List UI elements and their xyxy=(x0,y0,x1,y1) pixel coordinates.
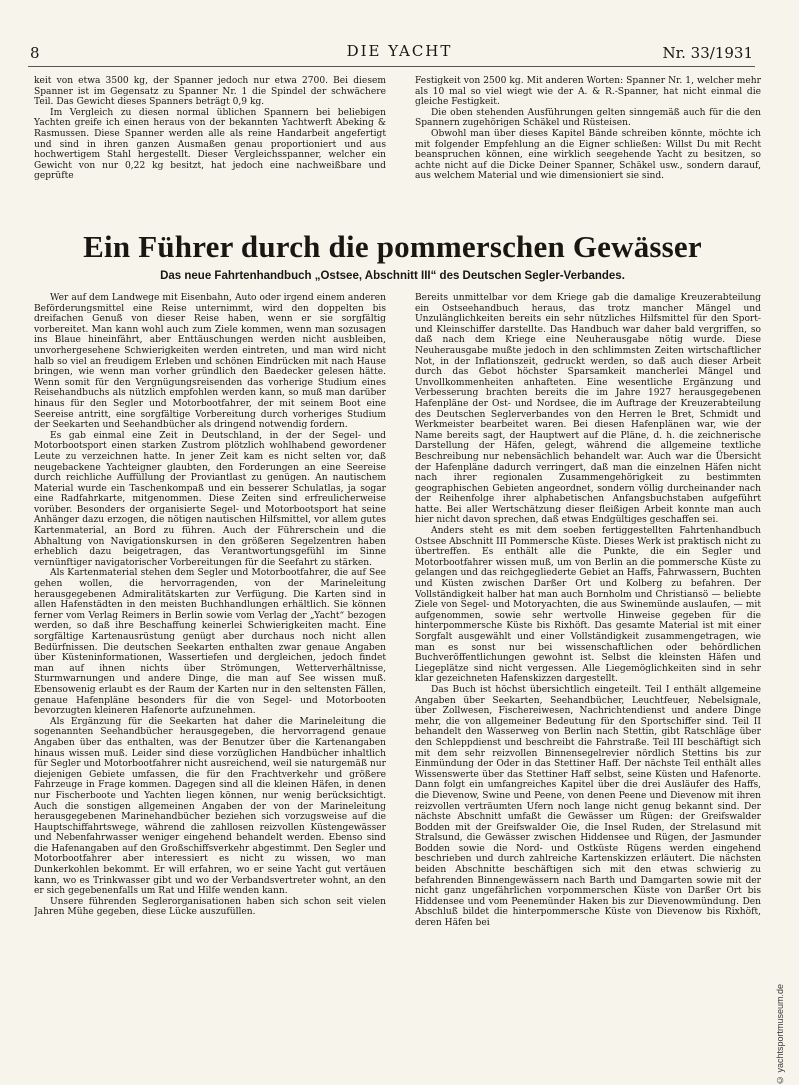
paragraph: Unsere führenden Seglerorganisationen haben sich schon seit vielen Jahren Mühe gegeben, diese Lücke auszufüllen. xyxy=(34,896,386,918)
issue-number: Nr. 33/1931 xyxy=(662,44,753,62)
watermark: © yachtsportmuseum.de xyxy=(775,983,785,1085)
paragraph: Im Vergleich zu diesen normal üblichen Spannern bei beliebigen Yachten greife ich einen heraus von der bekannten Yachtwerft Abeking & Rasmussen. Diese Spanner werden alle als reine Handarbeit angefertigt und sind in ihren ganzen Ausmaßen genau proportioniert und aus hochwertigem Stahl hergestellt. Dieser Vergleichsspanner, welcher ein Gewicht von nur 0,22 kg besitzt, hat jedoch eine nachweißbare und geprüfte xyxy=(34,107,386,182)
paragraph: Es gab einmal eine Zeit in Deutschland, in der der Segel- und Motorbootsport einen starken Zustrom plötzlich wohlhabend gewordener Leute zu verzeichnen hatte. In jener Zeit kam es nicht selten vor, daß neugebackene Yachteigner glaubten, den Forderungen an eine Seereise durch reichliche Auffüllung der Proviantlast zu genügen. An nautischem Material wurde ein Taschenkompaß und ein besserer Schulatlas, ja sogar eine Radfahrkarte, mitgenommen. Diese Zeiten sind erfreulicherweise vorüber. Besonders der organisierte Segel- und Motorbootsport hat seine Anhänger dazu erzogen, die nötigen nautischen Hilfsmittel, vor allem gutes Kartenmaterial, an Bord zu führen. Auch der Führerschein und die Abhaltung von Navigationskursen in den größeren Segelzentren haben erheblich dazu beigetragen, das Verantwortungsgefühl im Sinne vernünftiger navigatorischer Vorbereitungen für die Seefahrt zu stärken. xyxy=(34,430,386,568)
paragraph: keit von etwa 3500 kg, der Spanner jedoch nur etwa 2700. Bei diesem Spanner ist im Gegensatz zu Spanner Nr. 1 die Spindel der schwächere Teil. Das Gewicht dieses Spanners beträgt 0,9 kg. xyxy=(34,76,386,108)
paragraph: Anders steht es mit dem soeben fertiggestellten Fahrtenhandbuch Ostsee Abschnitt III Pommersche Küste. Dieses Werk ist praktisch nicht zu übertreffen. Es enthält alle die Punkte, die ein Segler und Motorbootfahrer wissen muß, um von Berlin an die pommersche Küste zu gelangen und das reichgegliederte Gebiet an Haffs, Fahrwassern, Buchten und Küsten zwischen Darßer Ort und Kolberg zu befahren. Der Vollständigkeit halber hat man auch Bornholm und Christiansö — beliebte Ziele von Segel- und Motoryachten, die aus Swinemünde auslaufen, — mit aufgenommen, sowie sehr wertvolle Hinweise gegeben für die hinterpommersche Küste bis Rixhöft. Das gesamte Material ist mit einer Sorgfalt ausgewählt und einer Vollständigkeit zusammengetragen, wie man es sonst nur bei wissenschaftlichen oder behördlichen Buchveröffentlichungen gewohnt ist. Selbst die kleinsten Häfen und Liegeplätze sind nicht vergessen. Alle Liegemöglichkeiten sind in sehr klar gezeichneten Hafenskizzen dargestellt. xyxy=(415,526,761,685)
article-subtitle: Das neue Fahrtenhandbuch „Ostsee, Abschnitt III“ des Deutschen Segler-Verbandes. xyxy=(160,270,625,282)
article-title: Ein Führer durch die pommerschen Gewässer xyxy=(83,229,702,264)
previous-article-right-column xyxy=(415,76,761,210)
paragraph: Als Ergänzung für die Seekarten hat daher die Marineleitung die sogenannten Seehandbücher herausgegeben, die hervorragend genaue Angaben über das enthalten, was der Benutzer über die Kartenangaben hinaus wissen muß. Leider sind diese vorzüglichen Handbücher inhaltlich für Segler und Motorbootfahrer nicht ausreichend, weil sie naturgemäß nur diejenigen Gebiete umfassen, die für den Frachtverkehr und größere Fahrzeuge in Frage kommen. Dagegen sind all die kleinen Häfen, in denen nur Fischerboote und Yachten liegen können, nur wenig berücksichtigt. Auch die sonstigen allgemeinen Angaben der von der Marineleitung herausgegebenen Marinehandbücher beziehen sich vorzugsweise auf die Hauptschiffahrtswege, während die zahllosen reizvollen Küstengewässer und Nebenfahrwasser weniger eingehend behandelt werden. Ebenso sind die Hafenangaben auf den Großschiffsverkehr abgestimmt. Den Segler und Motorbootfahrer aber interessiert es nicht zu wissen, wo man Dunkerkohlen bekommt. Er will erfahren, wo er seine Yacht gut vertäuen kann, wo es Trinkwasser gibt und wo der Verbandsvertreter wohnt, an den er sich gegebenenfalls um Rat und Hilfe wenden kann. xyxy=(34,716,386,897)
paragraph: Bereits unmittelbar vor dem Kriege gab die damalige Kreuzerabteilung ein Ostseehandbuch heraus, das trotz mancher Mängel und Unzulänglichkeiten bereits ein sehr nützliches Hilfsmittel für den Sport- und Kleinschiffer darstellte. Das Handbuch war daher bald vergriffen, so daß nach dem Kriege eine Neuherausgabe nötig wurde. Diese Neuherausgabe mußte jedoch in den schlimmsten Zeiten wirtschaftlicher Not, in der Inflationszeit, gedruckt werden, so daß auch dieser Arbeit durch das Gebot höchster Sparsamkeit mancherlei Mängel und Unvollkommenheiten anhafteten. Eine wesentliche Ergänzung und Verbesserung brachten bereits die im Jahre 1927 herausgegebenen Hafenpläne der Ost- und Nordsee, die im Auftrage der Kreuzerabteilung des Deutschen Seglerverbandes von den Herren le Bret, Schmidt und Werkmeister bearbeitet waren. Bei diesen Hafenplänen war, wie der Name bereits sagt, der Hauptwert auf die Pläne, d. h. die zeichnerische Darstellung der Häfen, gelegt, während die allgemeine textliche Beschreibung nur nebensächlich behandelt war. Auch war die Übersicht der Hafenpläne dadurch verringert, daß man die einzelnen Häfen nicht nach ihrer regionalen Zusammengehörigkeit zu bestimmten geographischen Gebieten angeordnet, sondern völlig durcheinander nach der Reihenfolge ihrer alphabetischen Anfangsbuchstaben aufgeführt hatte. Bei aller Wertschätzung dieser fleißigen Arbeit konnte man auch hier nicht davon sprechen, daß etwas Endgültiges geschaffen sei. xyxy=(415,293,761,526)
running-title: DIE YACHT xyxy=(346,42,453,60)
paragraph: Die oben stehenden Ausführungen gelten sinngemäß auch für die den Spannern zugehörigen Schäkel und Rüsteisen. xyxy=(415,107,761,129)
article-right-column xyxy=(415,293,761,1057)
paragraph: Das Buch ist höchst übersichtlich eingeteilt. Teil I enthält allgemeine Angaben über Seekarten, Seehandbücher, Leuchtfeuer, Nebelsignale, über Zollwesen, Fischereiwesen, Nachrichtendienst und andere Dinge mehr, die von allgemeiner Bedeutung für den Sportschiffer sind. Teil II behandelt den Wasserweg von Berlin nach Stettin, gibt Ratschläge über den Schleppdienst und beschreibt die Fahrstraße. Teil III beschäftigt sich mit dem sehr reizvollen Binnensegelrevier nördlich Stettins bis zur Einmündung der Oder in das Stettiner Haff. Der nächste Teil enthält alles Wissenswerte über das Stettiner Haff selbst, seine Küsten und Hafenorte. Dann folgt ein umfangreiches Kapitel über die drei Ausläufer des Haffs, die Dievenow, Swine und Peene, von denen Peene und Dievenow mit ihren reizvollen verträumten Ufern noch lange nicht genug bekannt sind. Der nächste Abschnitt umfaßt die Gewässer um Rügen: der Greifswalder Bodden mit der Greifswalder Oie, die Insel Ruden, der Strelasund mit Stralsund, die Gewässer zwischen Hiddensee und Rügen, der Jasmunder Bodden sowie die Nord- und Ostküste Rügens werden eingehend beschrieben und durch zahlreiche Kartenskizzen erläutert. Die nächsten beiden Abschnitte beschäftigen sich mit den etwas schwierig zu befahrenden Binnengewässern nach Barth und Damgarten sowie mit der nicht ganz ungefährlichen vorpommerschen Küste von Darßer Ort bis Hiddensee und vom Peenemünder Haken bis zur Dievenowmündung. Den Abschluß bildet die hinterpommersche Küste von Dievenow bis Rixhöft, deren Häfen bei xyxy=(415,684,761,929)
article-left-column xyxy=(34,293,386,1057)
previous-article-left-column xyxy=(34,76,386,210)
page-number: 8 xyxy=(30,44,40,62)
paragraph: Obwohl man über dieses Kapitel Bände schreiben könnte, möchte ich mit folgender Empfehlung an die Eigner schließen: Willst Du mit Recht beanspruchen können, eine wirklich seegehende Yacht zu besitzen, so achte nicht auf die Dicke Deiner Spanner, Schäkel usw., sondern darauf, aus welchem Material und wie dimensioniert sie sind. xyxy=(415,128,761,182)
header-rule xyxy=(28,66,755,67)
paragraph: Als Kartenmaterial stehen dem Segler und Motorbootfahrer, die auf See gehen wollen, die hervorragenden, von der Marineleitung herausgegebenen Admiralitätskarten zur Verfügung. Die Karten sind in allen Hafenstädten in den meisten Buchhandlungen erhältlich. Sie können ferner vom Verlag Reimers in Berlin sowie vom Verlag der „Yacht“ bezogen werden, so daß ihre Beschaffung keinerlei Schwierigkeiten macht. Eine sorgfältige Kartenausrüstung genügt aber durchaus noch nicht allen Bedürfnissen. Die deutschen Seekarten enthalten zwar genaue Angaben über Küsteninformationen, Wassertiefen und dergleichen, jedoch findet man auf ihnen nichts über Strömungen, Wetterverhältnisse, Sturmwarnungen und andere Dinge, die man auf See wissen muß. Ebensowenig erlaubt es der Raum der Karten nur in den seltensten Fällen, genaue Hafenpläne besonders für die von Segel- und Motorbooten bevorzugten kleineren Hafenorte aufzunehmen. xyxy=(34,568,386,717)
paragraph: Wer auf dem Landwege mit Eisenbahn, Auto oder irgend einem anderen Beförderungsmittel eine Reise unternimmt, wird den doppelten bis dreifachen Genuß von dieser Reise haben, wenn er sie sorgfältig vorbereitet. Man kann wohl auch zum Ziele kommen, wenn man sozusagen ins Blaue hineinfährt, aber Enttäuschungen werden nicht ausbleiben, unvorhergesehene Schwierigkeiten werden eintreten, und man wird nicht halb so viel an freudigem Erleben und schönen Eindrücken mit nach Hause bringen, wie wenn man vorher gründlich den Baedecker gelesen hätte. Wenn somit für den Vergnügungsreisenden das vorherige Studium eines Reisehandbuchs als nützlich empfohlen werden kann, so muß man darüber hinaus für den Segler und Motorbootfahrer, der mit seinem Boot eine Seereise antritt, eine sorgfältige Vorbereitung durch vorheriges Studium der Seekarten und Seehandbücher als dringend notwendig fordern. xyxy=(34,293,386,431)
paragraph: Festigkeit von 2500 kg. Mit anderen Worten: Spanner Nr. 1, welcher mehr als 10 mal so viel wiegt wie der A. & R.-Spanner, hat nicht einmal die gleiche Festigkeit. xyxy=(415,76,761,108)
